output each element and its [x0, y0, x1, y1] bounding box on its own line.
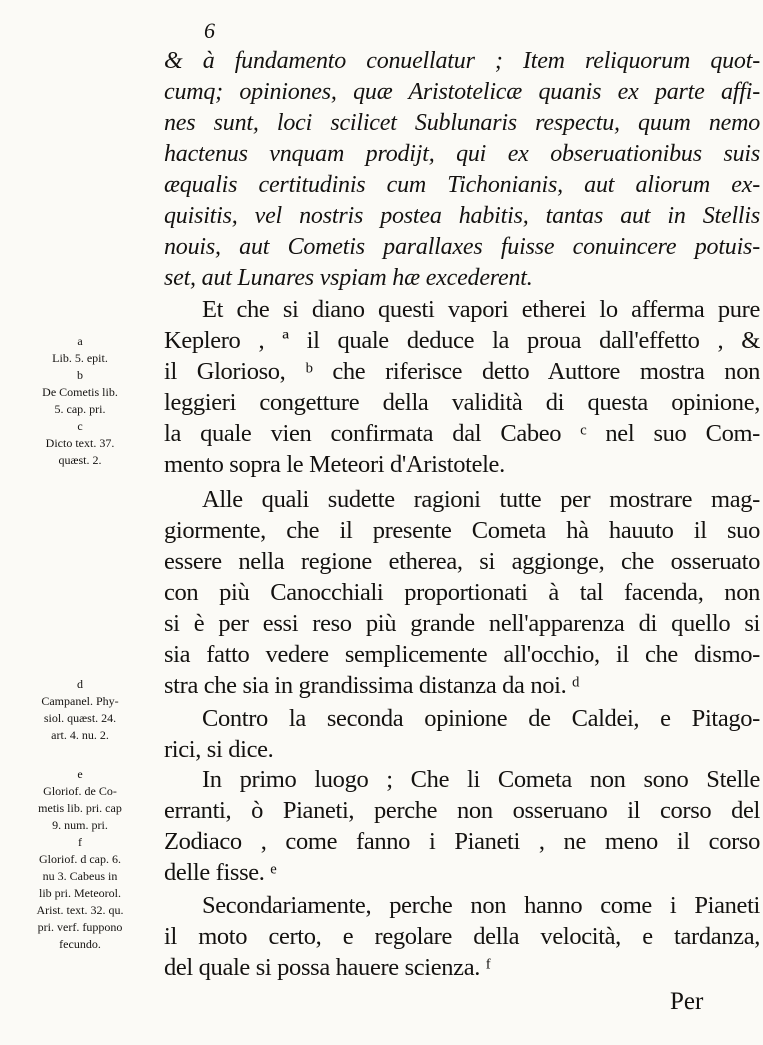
marginal-note-line: f — [78, 835, 82, 849]
text-line: Alle quali sudette ragioni tutte per mostrare mag- — [202, 486, 760, 513]
catchword: Per — [670, 988, 704, 1015]
text-line: il Glorioso, ᵇ che riferisce detto Auttore mostra non — [164, 358, 760, 385]
marginal-note-line: Dicto text. 37. — [45, 436, 115, 450]
marginal-note-line: nu 3. Cabeus in — [42, 869, 118, 883]
marginal-note-line: 5. cap. pri. — [54, 402, 106, 416]
text-line: il moto certo, e regolare della velocità, e tardanza, — [164, 923, 760, 950]
text-line: rici, si dice. — [164, 736, 274, 763]
quotation-line: nes sunt, loci scilicet Sublunaris respectu, quum nemo — [164, 110, 760, 136]
marginal-note-group — [10, 676, 150, 744]
quotation-line: set, aut Lunares vspiam hæ excederent. — [164, 265, 533, 291]
marginal-note-line: b — [77, 368, 83, 382]
marginal-note-line: pri. verf. fuppono — [37, 920, 123, 934]
marginal-note-line: c — [77, 419, 83, 433]
text-line: delle fisse. ᵉ — [164, 859, 277, 886]
marginal-note-line: De Cometis lib. — [42, 385, 118, 399]
quotation-line: cumq; opiniones, quæ Aristotelicæ quanis ex parte affi- — [164, 79, 760, 105]
marginal-note-line: d — [77, 677, 83, 691]
quotation-line: nouis, aut Cometis parallaxes fuisse conuincere potuis- — [164, 234, 760, 260]
text-line: sia fatto vedere semplicemente all'occhio, il che dismo- — [164, 641, 760, 668]
text-line: Et che si diano questi vapori etherei lo afferma pure — [202, 296, 760, 323]
text-line: Contro la seconda opinione de Caldei, e Pitago- — [202, 705, 760, 732]
page-number: 6 — [204, 18, 215, 43]
marginal-note-group — [10, 333, 150, 469]
text-line: Keplero , ª il quale deduce la proua dall'effetto , & — [164, 327, 760, 354]
marginal-note-line: a — [77, 334, 83, 348]
paragraph-caldei — [164, 703, 760, 765]
marginal-note-line: siol. quæst. 24. — [43, 711, 117, 725]
text-line: con più Canocchiali proportionati à tal facenda, non — [164, 579, 760, 606]
text-line: del quale si possa hauere scienza. ᶠ — [164, 954, 491, 981]
marginal-note-line: fecundo. — [59, 937, 101, 951]
text-line: Secondariamente, perche non hanno come i Pianeti — [202, 892, 760, 919]
marginal-note-group — [10, 766, 150, 953]
text-line: leggieri congetture della validità di questa opinione, — [164, 389, 760, 416]
marginal-note-line: Lib. 5. epit. — [52, 351, 108, 365]
marginal-note-line: Campanel. Phy- — [41, 694, 119, 708]
text-line: essere nella regione etherea, si aggionge, che osseruato — [164, 548, 760, 575]
quotation-line: quisitis, vel nostris postea habitis, tantas aut in Stellis — [164, 203, 760, 229]
text-line: giormente, che il presente Cometa hà hauuto il suo — [164, 517, 760, 544]
marginal-note-line: e — [77, 767, 83, 781]
marginal-note-line: 9. num. pri. — [52, 818, 108, 832]
paragraph-secondariamente — [164, 890, 760, 983]
text-line: mento sopra le Meteori d'Aristotele. — [164, 451, 505, 478]
text-line: stra che sia in grandissima distanza da noi. ᵈ — [164, 672, 580, 699]
marginal-note-line: Arist. text. 32. qu. — [36, 903, 124, 917]
marginal-note-line: quæst. 2. — [58, 453, 102, 467]
paragraph-primo-luogo — [164, 764, 760, 888]
quotation-line: & à fundamento conuellatur ; Item reliquorum quot- — [164, 48, 760, 74]
marginal-note-line: lib pri. Meteorol. — [39, 886, 121, 900]
latin-quotation — [164, 46, 760, 294]
text-line: la quale vien confirmata dal Cabeo ᶜ nel suo Com- — [164, 420, 760, 447]
text-line: In primo luogo ; Che li Cometa non sono Stelle — [202, 766, 760, 793]
marginal-note-line: Gloriof. de Co- — [43, 784, 117, 798]
text-line: si è per essi reso più grande nell'apparenza di quello si — [164, 610, 760, 637]
marginal-note-line: art. 4. nu. 2. — [51, 728, 109, 742]
paragraph-vapori — [164, 294, 760, 480]
quotation-line: hactenus vnquam prodijt, qui ex obseruationibus suis — [164, 141, 760, 167]
text-line: Zodiaco , come fanno i Pianeti , ne meno il corso — [164, 828, 760, 855]
text-line: erranti, ò Pianeti, perche non osseruano il corso del — [164, 797, 760, 824]
marginal-note-line: Gloriof. d cap. 6. — [39, 852, 121, 866]
marginal-note-line: metis lib. pri. cap — [38, 801, 122, 815]
paragraph-ragioni — [164, 484, 760, 701]
quotation-line: æqualis certitudinis cum Tichonianis, aut aliorum ex- — [164, 172, 760, 198]
